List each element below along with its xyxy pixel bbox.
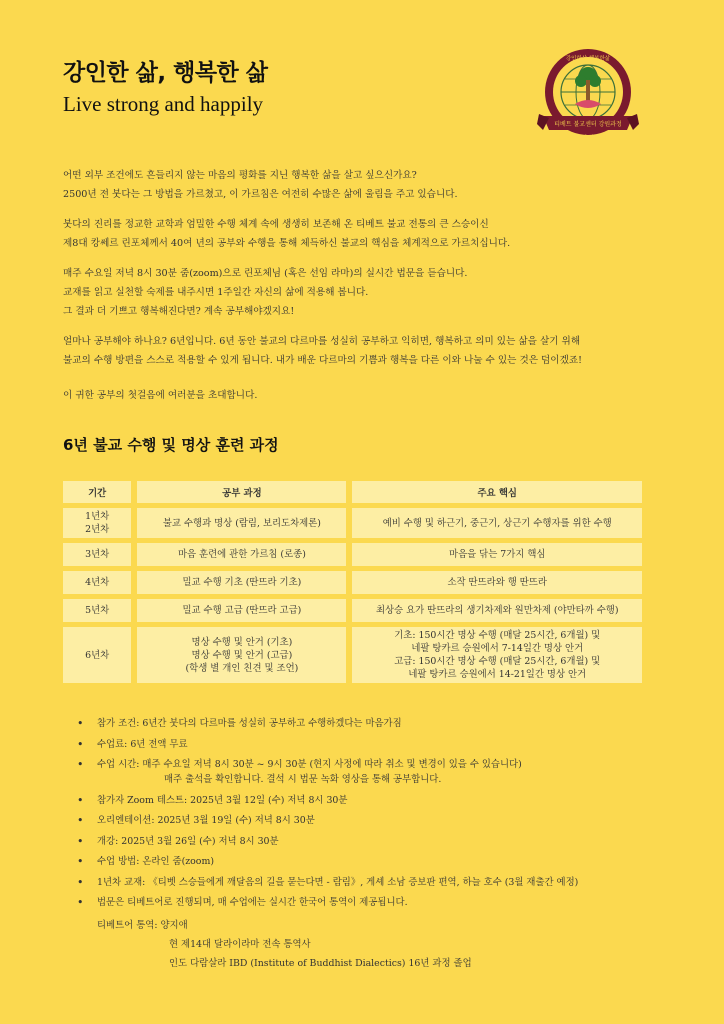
logo-bottom-text: 티 장 과 비 대 티 <box>569 135 607 141</box>
study-cell-line: 마음 훈련에 관한 가르침 (로종) <box>177 549 306 560</box>
list-item <box>73 854 673 869</box>
intro-paragraph-1: 어떤 외부 조건에도 흔들리지 않는 마음의 평화를 지닌 행복한 삶을 살고 싶으신가요? 2500년 전 붓다는 그 방법을 가르쳤고, 이 가르침은 여전히 수많은 삶에 울림을 주고 있습니다. <box>63 170 458 200</box>
translator-credential-1: 현 제14대 달라이라마 전속 통역사 <box>169 938 311 950</box>
note-label: 참가자 Zoom 테스트: <box>97 794 188 806</box>
translator-label: 티베트어 통역: <box>97 919 158 931</box>
translator-info <box>97 916 673 973</box>
table-row <box>63 599 642 622</box>
dharma-center-emblem-icon <box>537 46 639 146</box>
intro-text <box>63 166 663 416</box>
logo-band-text: 티베트 불교센터 강원과정 <box>554 121 622 128</box>
intro-paragraph-3: 매주 수요일 저녁 8시 30분 줌(zoom)으로 린포체님 (혹은 선임 라마)의 실시간 법문을 듣습니다. 교재를 읽고 실천할 숙제를 내주시면 1주일간 자신의 삶에 적용해 봅니다. 그 결과 더 기쁘고 행복해진다면? 계속 공부해야겠지요! <box>63 268 468 317</box>
study-cell-line: 밀교 수행 기초 (딴뜨라 기초) <box>182 577 302 588</box>
study-cell-line: (학생 별 개인 친견 및 조언) <box>185 662 299 674</box>
note-text: 6년 전액 무료 <box>130 738 188 750</box>
table-header-row <box>63 481 642 503</box>
period-cell <box>63 571 131 594</box>
period-cell-line: 2년차 <box>85 524 110 535</box>
course-notes <box>73 716 673 973</box>
table-row <box>63 508 642 538</box>
note-label: 수업 시간: <box>97 759 140 770</box>
study-cell-line: 불교 수행과 명상 (람림, 보리도차제론) <box>162 517 321 529</box>
core-cell-line: 예비 수행 및 하근기, 중근기, 상근기 수행자를 위한 수행 <box>382 517 612 529</box>
study-cell-line: 밀교 수행 고급 (딴뜨라 고급) <box>182 605 302 616</box>
core-cell-line: 네팔 탕카르 승원에서 7-14일간 명상 안거 <box>411 643 584 654</box>
period-cell <box>63 508 131 538</box>
core-cell <box>352 571 642 594</box>
page-subtitle: Live strong and happily <box>63 92 264 116</box>
column-header-period: 기간 <box>63 481 131 503</box>
note-text: 6년간 붓다의 다르마를 성실히 공부하고 수행하겠다는 마음가짐 <box>142 718 402 729</box>
study-cell <box>137 543 346 566</box>
period-cell-line: 5년차 <box>85 605 110 616</box>
study-cell-line: 명상 수행 및 안거 (고급) <box>191 649 293 661</box>
list-item <box>73 737 673 752</box>
core-cell-line: 네팔 탕카르 승원에서 14-21일간 명상 안거 <box>408 669 587 680</box>
note-label: 개강: <box>97 835 119 847</box>
note-label: 수업료: <box>97 738 128 750</box>
list-item <box>73 875 673 890</box>
note-text: 2025년 3월 26일 (수) 저녁 8시 30분 <box>121 835 279 847</box>
note-label: 오리엔테이션: <box>97 815 155 826</box>
core-cell <box>352 627 642 683</box>
note-text: 매주 수요일 저녁 8시 30분 ~ 9시 30분 (현지 사정에 따라 취소 및 변경이 있을 수 있습니다) <box>142 759 522 770</box>
bullet-icon: • <box>77 737 84 751</box>
core-cell <box>352 508 642 538</box>
bullet-icon: • <box>77 875 84 889</box>
bullet-icon: • <box>77 758 84 771</box>
period-cell-line: 4년차 <box>85 577 110 588</box>
core-cell-line: 소작 딴뜨라와 행 딴뜨라 <box>447 577 547 588</box>
table-row <box>63 543 642 566</box>
course-table <box>57 476 648 688</box>
list-item <box>73 793 673 808</box>
period-cell-line: 1년차 <box>85 511 110 522</box>
list-item <box>73 834 673 849</box>
note-subtext: 매주 출석을 확인합니다. 결석 시 법문 녹화 영상을 통해 공부합니다. <box>164 774 442 785</box>
logo-top-text: 강인한삶 행복한삶 <box>565 56 611 62</box>
note-text: 온라인 줌(zoom) <box>142 856 214 867</box>
column-header-study: 공부 과정 <box>137 481 346 503</box>
bullet-icon: • <box>77 896 84 909</box>
note-label: 수업 방법: <box>97 856 140 867</box>
core-cell-line: 고급: 150시간 명상 수행 (매달 25시간, 6개월) 및 <box>394 656 601 667</box>
note-text: 2025년 3월 19일 (수) 저녁 8시 30분 <box>157 815 315 826</box>
core-cell-line: 기초: 150시간 명상 수행 (매달 25시간, 6개월) 및 <box>394 630 601 641</box>
list-item <box>73 757 673 787</box>
core-cell <box>352 543 642 566</box>
intro-paragraph-4: 얼마나 공부해야 하나요? 6년입니다. 6년 동안 불교의 다르마를 성실히 공부하고 익히면, 행복하고 의미 있는 삶을 살기 위해 불교의 수행 방편을 스스로 적용할 수 있게 됩니다. 내가 배운 다르마의 기쁨과 행복을 다른 이와 나눌 수 있는 것은 덤이겠죠! <box>63 336 582 366</box>
bullet-icon: • <box>77 814 84 827</box>
translator-credential-2: 인도 다람살라 IBD (Institute of Buddhist Dialectics) 16년 과정 졸업 <box>169 957 472 969</box>
note-label: 참가 조건: <box>97 718 140 729</box>
page-title: 강인한 삶, 행복한 삶 <box>63 60 268 86</box>
bullet-icon: • <box>77 834 84 848</box>
period-cell <box>63 599 131 622</box>
list-item <box>73 716 673 731</box>
study-cell <box>137 599 346 622</box>
study-cell-line: 명상 수행 및 안거 (기초) <box>191 636 293 648</box>
study-cell <box>137 508 346 538</box>
period-cell <box>63 543 131 566</box>
intro-paragraph-5: 이 귀한 공부의 첫걸음에 여러분을 초대합니다. <box>63 390 258 401</box>
core-cell <box>352 599 642 622</box>
table-row <box>63 627 642 683</box>
note-text: 《티벳 스승들에게 깨달음의 길을 묻는다면 - 람림》, 게셰 소남 증보판 편역, 하늘 호수 (3월 재출간 예정) <box>148 876 579 888</box>
period-cell <box>63 627 131 683</box>
bullet-icon: • <box>77 717 84 730</box>
intro-paragraph-2: 붓다의 진리를 정교한 교학과 엄밀한 수행 체계 속에 생생히 보존해 온 티베트 불교 전통의 큰 스승이신 제8대 캉쎄르 린포체께서 40여 년의 공부와 수행을 통해 체득하신 불교의 핵심을 체계적으로 가르치십니다. <box>63 219 511 249</box>
core-cell-line: 마음을 닦는 7가지 핵심 <box>449 549 546 560</box>
note-label: 1년차 교재: <box>97 876 146 888</box>
note-text: 2025년 3월 12일 (수) 저녁 8시 30분 <box>190 794 348 806</box>
bullet-icon: • <box>77 793 84 807</box>
table-row <box>63 571 642 594</box>
course-section-title: 6년 불교 수행 및 명상 훈련 과정 <box>63 436 279 454</box>
note-text: 법문은 티베트어로 진행되며, 매 수업에는 실시간 한국어 통역이 제공됩니다. <box>97 897 408 908</box>
list-item <box>73 813 673 828</box>
study-cell <box>137 627 346 683</box>
core-cell-line: 최상승 요가 딴뜨라의 생기차제와 원만차제 (야만타까 수행) <box>375 605 619 616</box>
study-cell <box>137 571 346 594</box>
period-cell-line: 3년차 <box>85 549 110 560</box>
period-cell-line: 6년차 <box>85 649 110 661</box>
column-header-core: 주요 핵심 <box>352 481 642 503</box>
bullet-icon: • <box>77 855 84 868</box>
translator-name: 양지애 <box>160 919 188 931</box>
list-item <box>73 895 673 910</box>
